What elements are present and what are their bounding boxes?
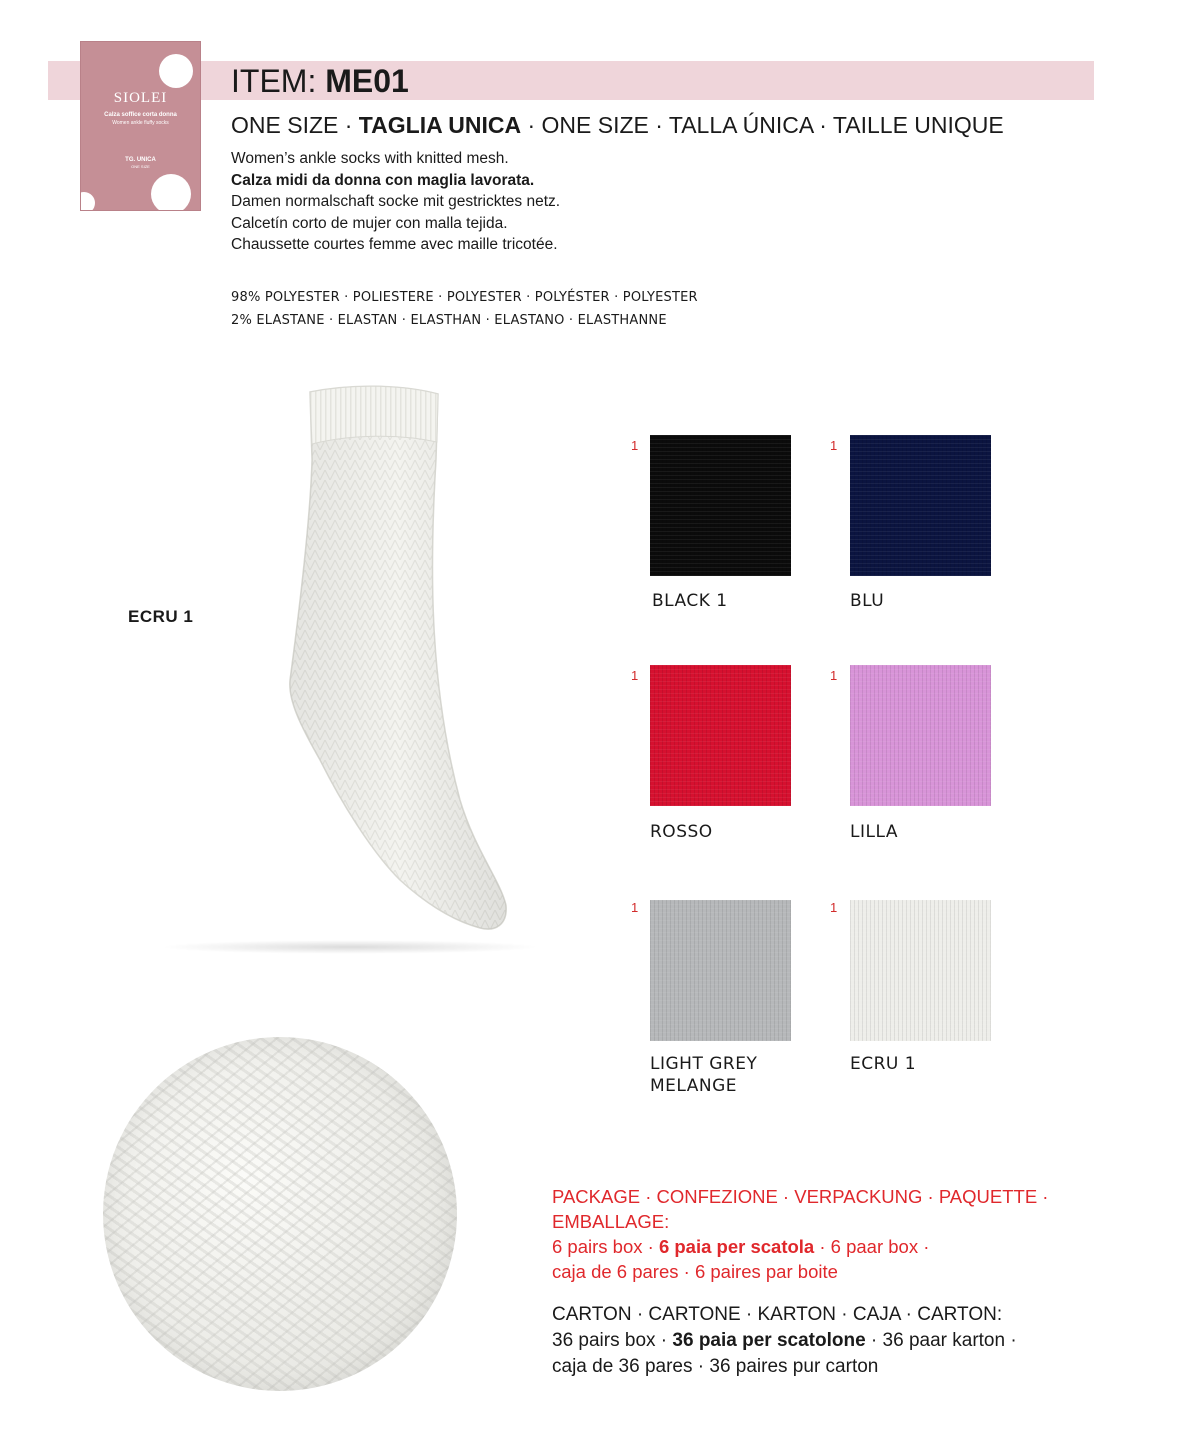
sock-image — [160, 380, 540, 960]
carton-line-1c: · 36 paar karton · — [865, 1330, 1017, 1351]
package-line-2: caja de 6 pares · 6 paires par boite — [552, 1261, 838, 1282]
size-line — [231, 111, 1004, 139]
description-es: Calcetín corto de mujer con malla tejida. — [231, 214, 508, 232]
sock-shadow — [160, 940, 540, 954]
swatch-blu — [850, 435, 991, 576]
package-title-2: EMBALLAGE: — [552, 1211, 670, 1232]
swatch-black — [650, 435, 791, 576]
swatch-label-lilla: LILLA — [850, 822, 898, 842]
description-fr: Chaussette courtes femme avec maille tricotée. — [231, 236, 558, 253]
composition-polyester: 98% POLYESTER · POLIESTERE · POLYESTER · POLYÉSTER · POLYESTER — [231, 290, 698, 305]
item-title — [231, 62, 409, 100]
product-image-label: ECRU 1 — [128, 607, 194, 626]
thumbnail-size: TG. UNICA — [125, 157, 156, 163]
swatch-number-light-grey: 1 — [631, 900, 639, 915]
swatch-lilla — [850, 665, 991, 806]
swatch-number-rosso: 1 — [631, 668, 639, 683]
swatch-label-light-grey-line1: LIGHT GREY — [650, 1054, 758, 1074]
swatch-label-light-grey-line2: MELANGE — [650, 1076, 738, 1096]
description-de: Damen normalschaft socke mit gestricktes netz. — [231, 193, 561, 210]
swatch-label-black: BLACK 1 — [652, 591, 728, 611]
thumbnail-dot — [80, 192, 95, 211]
swatch-number-lilla: 1 — [830, 668, 838, 683]
sock-icon — [160, 380, 540, 960]
swatch-label-rosso: ROSSO — [650, 822, 713, 842]
package-line-1 — [552, 1234, 1048, 1259]
size-part-2: TAGLIA UNICA — [358, 112, 522, 138]
texture-detail-image — [103, 1037, 457, 1391]
package-thumbnail — [80, 41, 201, 211]
package-line-1b: 6 paia per scatola — [658, 1236, 815, 1257]
composition — [231, 286, 698, 332]
item-code: ME01 — [325, 63, 409, 99]
swatch-rosso — [650, 665, 791, 806]
package-line-1a: 6 pairs box · — [552, 1236, 659, 1257]
item-prefix: ITEM: — [231, 63, 317, 99]
size-part-3: · ONE SIZE · TALLA ÚNICA · TAILLE UNIQUE — [521, 112, 1004, 138]
carton-title: CARTON · CARTONE · KARTON · CAJA · CARTON: — [552, 1304, 1003, 1325]
thumbnail-subtitle-en: Women ankle fluffy socks — [112, 120, 169, 126]
swatch-light-grey — [650, 900, 791, 1041]
swatch-number-black: 1 — [631, 438, 639, 453]
package-title-1: PACKAGE · CONFEZIONE · VERPACKUNG · PAQUETTE · — [552, 1186, 1049, 1207]
composition-elastane: 2% ELASTANE · ELASTAN · ELASTHAN · ELASTANO · ELASTHANNE — [231, 313, 667, 328]
description-it: Calza midi da donna con maglia lavorata. — [231, 171, 535, 189]
thumbnail-dot — [159, 54, 193, 88]
swatch-label-ecru: ECRU 1 — [850, 1054, 917, 1074]
package-line-1c: · 6 paar box · — [814, 1236, 930, 1257]
carton-info — [552, 1302, 1017, 1380]
carton-line-1b: 36 paia per scatolone — [672, 1330, 866, 1351]
carton-line-2: caja de 36 pares · 36 paires pur carton — [552, 1356, 879, 1377]
swatch-label-blu: BLU — [850, 591, 885, 611]
package-info — [552, 1184, 1048, 1284]
swatch-ecru — [850, 900, 991, 1041]
swatch-number-ecru: 1 — [830, 900, 838, 915]
header-band — [48, 61, 1094, 100]
thumbnail-subtitle: Calza soffice corta donna — [104, 112, 177, 118]
descriptions — [231, 148, 560, 256]
carton-line-1a: 36 pairs box · — [552, 1330, 673, 1351]
thumbnail-dot — [151, 174, 191, 211]
thumbnail-size-en: ONE SIZE — [131, 164, 150, 169]
description-en: Women’s ankle socks with knitted mesh. — [231, 150, 509, 167]
thumbnail-brand: SIOLEI — [113, 90, 168, 106]
swatch-number-blu: 1 — [830, 438, 838, 453]
swatch-label-light-grey — [650, 1053, 757, 1097]
carton-line-1 — [552, 1328, 1017, 1354]
size-part-1: ONE SIZE · — [231, 112, 359, 138]
